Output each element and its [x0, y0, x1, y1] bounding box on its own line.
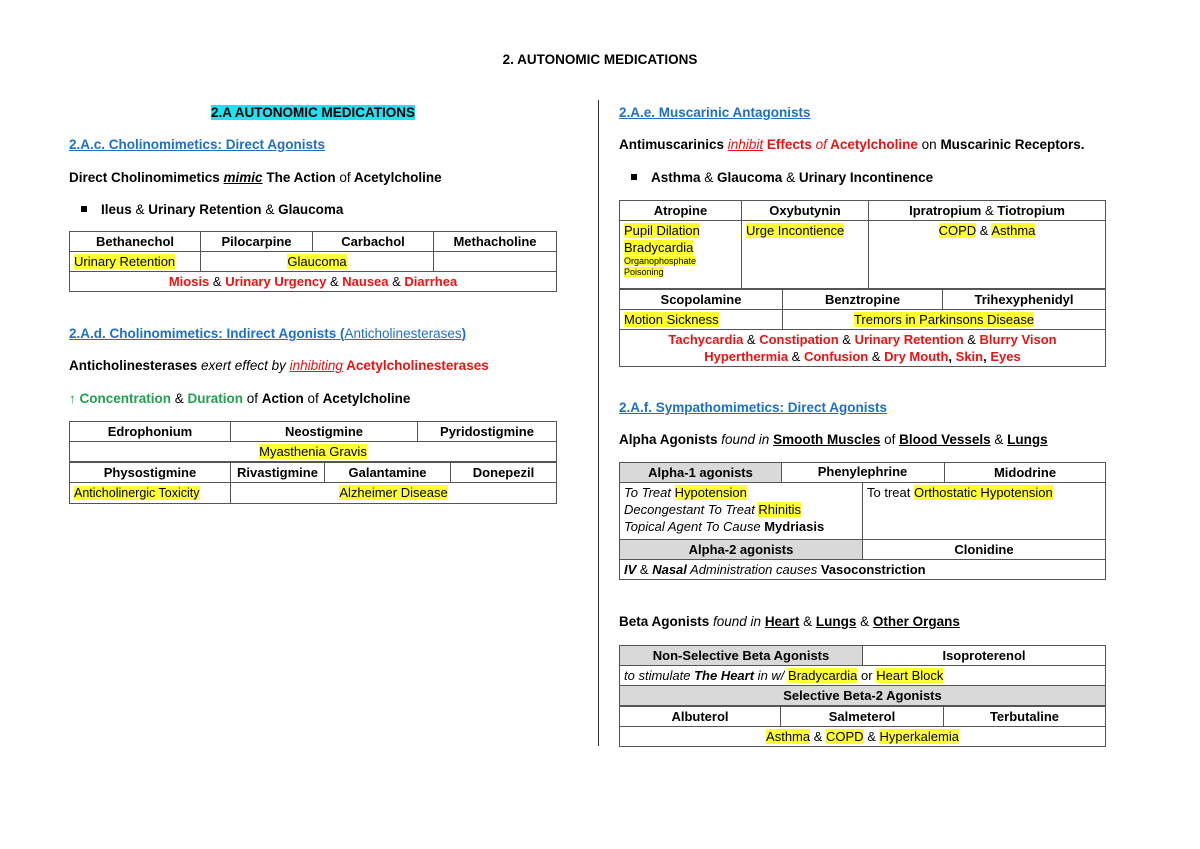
bullet-square-icon	[81, 206, 87, 212]
use-text: Bradycardia	[788, 668, 858, 683]
table-cell	[742, 221, 869, 289]
table-header-cell: Albuterol	[620, 707, 781, 727]
desc-text: Muscarinic Receptors.	[940, 137, 1085, 152]
bullet-text: Asthma	[651, 170, 701, 185]
alpha-text: Blood Vessels	[899, 432, 991, 447]
table-cell	[620, 560, 1106, 580]
table-header-cell: Alpha-1 agonists	[620, 463, 782, 483]
table-header-cell: Selective Beta-2 Agonists	[620, 686, 1106, 706]
side-effect-text: &	[868, 349, 885, 364]
use-text: or	[857, 668, 877, 683]
side-effects-cell	[70, 272, 557, 292]
use-text: The Heart	[694, 668, 755, 683]
header-text: Ipratropium	[909, 203, 982, 218]
side-effect-text: &	[743, 332, 760, 347]
use-text: Urinary Retention	[74, 254, 176, 269]
bullet-text: Glaucoma	[278, 202, 344, 217]
use-text: Asthma	[991, 223, 1036, 238]
conc-text: Concentration	[75, 391, 172, 406]
left-column	[69, 104, 557, 524]
beta-text: &	[856, 614, 873, 629]
muscarinic-title-text: 2.A.e. Muscarinic Antagonists	[619, 105, 811, 120]
indirect-description	[69, 357, 557, 375]
right-column	[619, 104, 1106, 749]
side-effect-text: Miosis	[168, 274, 210, 289]
table-cell	[620, 666, 1106, 686]
bullet-text: &	[131, 202, 149, 217]
table-header-cell: Scopolamine	[620, 290, 783, 310]
beta-agonists-table	[619, 645, 1106, 747]
table-header-cell: Rivastigmine	[231, 463, 325, 483]
table-header-cell: Benztropine	[783, 290, 943, 310]
desc-text: exert effect by	[201, 358, 290, 373]
beta-text: Lungs	[815, 614, 857, 629]
indirect-agonists-title	[69, 325, 557, 343]
header-text: Tiotropium	[997, 203, 1065, 218]
table-header-cell: Carbachol	[313, 232, 434, 252]
desc-text: Direct Cholinomimetics	[69, 170, 224, 185]
side-effect-text: Constipation	[759, 332, 839, 347]
desc-mimic: mimic	[223, 170, 263, 185]
use-text: To Treat	[624, 485, 675, 500]
side-effect-text: ,	[983, 349, 991, 364]
table-header-cell: Isoproterenol	[863, 646, 1106, 666]
table-header-cell: Neostigmine	[231, 422, 418, 442]
alpha-text: Smooth Muscles	[773, 432, 881, 447]
use-text: &	[636, 562, 653, 577]
table-cell	[201, 252, 434, 272]
direct-bullet	[69, 201, 557, 219]
beta-text: found in	[713, 614, 765, 629]
conc-text: of	[243, 391, 262, 406]
table-cell	[434, 252, 557, 272]
table-header-cell: Donepezil	[451, 463, 557, 483]
side-effect-text: Blurry Vison	[979, 332, 1057, 347]
table-header-cell: Trihexyphenidyl	[943, 290, 1106, 310]
desc-text: Acetylcholinesterases	[342, 358, 489, 373]
use-text: IV	[624, 562, 637, 577]
use-text: Motion Sickness	[624, 312, 719, 327]
side-effect-text: Diarrhea	[404, 274, 458, 289]
table-cell	[869, 221, 1106, 289]
side-effects-cell	[620, 330, 1106, 367]
section-heading-text: 2.A AUTONOMIC MEDICATIONS	[210, 105, 415, 120]
table-cell	[863, 483, 1106, 540]
table-cell	[231, 483, 557, 504]
table-header-cell: Pyridostigmine	[418, 422, 557, 442]
side-effect-text: &	[838, 332, 855, 347]
table-header-cell	[869, 201, 1106, 221]
side-effect-text: Confusion	[803, 349, 869, 364]
up-arrow-icon: ↑	[69, 391, 76, 406]
use-text: Poisoning	[624, 267, 664, 277]
indirect-title-text: Anticholinesterases	[344, 326, 462, 341]
desc-inhibiting: inhibiting	[289, 358, 343, 373]
table-header-cell: Methacholine	[434, 232, 557, 252]
use-text: To treat	[867, 485, 914, 500]
use-text: Pupil Dilation	[624, 223, 700, 238]
muscarinic-table	[619, 200, 1106, 367]
use-text: Anticholinergic Toxicity	[74, 486, 200, 500]
conc-text: Action	[261, 391, 304, 406]
desc-text: The Action	[262, 170, 340, 185]
indirect-title-text: )	[461, 326, 467, 341]
desc-text: of	[815, 137, 827, 152]
table-header-cell: Oxybutynin	[742, 201, 869, 221]
use-text: Decongestant To Treat	[624, 502, 759, 517]
page-title: 2. AUTONOMIC MEDICATIONS	[502, 52, 698, 67]
beta-text: Beta Agonists	[619, 614, 714, 629]
table-header-cell: Bethanechol	[70, 232, 201, 252]
use-text: Administration causes	[686, 562, 821, 577]
table-header-cell: Edrophonium	[70, 422, 231, 442]
desc-text: Effects	[763, 137, 816, 152]
desc-text: Antimuscarinics	[619, 137, 728, 152]
table-cell	[70, 252, 201, 272]
phenylephrine-header: Phenylephrine	[817, 464, 908, 479]
alpha-text: &	[990, 432, 1008, 447]
table-cell	[620, 310, 783, 330]
sympathomimetics-title	[619, 399, 1106, 417]
alpha-text: found in	[721, 432, 774, 447]
desc-inhibit: inhibit	[727, 137, 764, 152]
side-effect-text: Urinary Retention	[854, 332, 964, 347]
table-cell	[70, 442, 557, 462]
use-text: Myasthenia Gravis	[259, 444, 367, 459]
alpha-agonists-line	[619, 431, 1106, 449]
alpha-text: of	[880, 432, 900, 447]
desc-text: on	[917, 137, 941, 152]
table-header-cell: Non-Selective Beta Agonists	[620, 646, 863, 666]
bullet-text: &	[700, 170, 718, 185]
bullet-text: Urinary Retention	[148, 202, 262, 217]
desc-text: Acetylcholine	[350, 170, 442, 185]
use-text: &	[810, 729, 827, 744]
conc-text: &	[171, 391, 188, 406]
table-header-cell: Pilocarpine	[201, 232, 313, 252]
alpha-agonists-table-body	[619, 482, 1106, 580]
sympathomimetics-title-text: 2.A.f. Sympathomimetics: Direct Agonists	[619, 400, 888, 415]
direct-agonists-title-text: 2.A.c. Cholinomimetics: Direct Agonists	[69, 137, 326, 152]
alpha-text: Lungs	[1007, 432, 1048, 447]
use-text: in w/	[754, 668, 789, 683]
alpha-text: Alpha Agonists	[619, 432, 722, 447]
direct-description	[69, 169, 557, 187]
concentration-line	[69, 390, 557, 408]
use-text: Topical Agent To Cause	[624, 519, 765, 534]
table-header-cell: Alpha-2 agonists	[620, 540, 863, 560]
table-header-cell: Clonidine	[863, 540, 1106, 560]
muscarinic-description	[619, 136, 1106, 154]
table-header-cell: Salmeterol	[781, 707, 944, 727]
desc-text: of	[339, 170, 351, 185]
bullet-square-icon	[631, 174, 637, 180]
use-text: to stimulate	[624, 668, 695, 683]
use-text: Urge Incontience	[746, 223, 845, 238]
direct-agonists-table	[69, 231, 557, 292]
table-header-cell: Galantamine	[325, 463, 451, 483]
use-text: Nasal	[652, 562, 687, 577]
table-cell	[783, 310, 1106, 330]
side-effect-text: &	[209, 274, 226, 289]
indirect-title-text: 2.A.d. Cholinomimetics: Indirect Agonists (	[69, 326, 345, 341]
bullet-text: Ileus	[101, 202, 132, 217]
use-text: Hypotension	[674, 485, 747, 500]
conc-text: Acetylcholine	[322, 391, 411, 406]
conc-text: Duration	[187, 391, 244, 406]
bullet-text: &	[261, 202, 279, 217]
side-effect-text: Tachycardia	[668, 332, 744, 347]
muscarinic-bullet	[619, 169, 1106, 187]
use-text: Heart Block	[876, 668, 944, 683]
table-cell	[620, 727, 1106, 747]
beta-text: &	[799, 614, 816, 629]
side-effect-text: Skin	[955, 349, 984, 364]
muscarinic-title	[619, 104, 1106, 122]
use-text: COPD	[826, 729, 864, 744]
bullet-text: &	[782, 170, 799, 185]
side-effect-text: Hyperthermia	[704, 349, 789, 364]
desc-text: Anticholinesterases	[69, 358, 202, 373]
desc-text: Acetylcholine	[826, 137, 918, 152]
side-effect-text: &	[788, 349, 804, 364]
use-text: Rhinitis	[758, 502, 802, 517]
bullet-text: Glaucoma	[717, 170, 783, 185]
use-text: &	[976, 223, 992, 238]
use-text: Bradycardia	[624, 240, 694, 255]
header-text: &	[981, 203, 998, 218]
beta-agonists-line	[619, 613, 1106, 631]
table-header-cell: Physostigmine	[70, 463, 231, 483]
side-effect-text: &	[963, 332, 980, 347]
direct-agonists-title	[69, 136, 557, 154]
use-text: Orthostatic Hypotension	[913, 485, 1053, 500]
side-effect-text: Eyes	[990, 349, 1021, 364]
beta-text: Heart	[764, 614, 800, 629]
use-text: Hyperkalemia	[879, 729, 959, 744]
table-cell	[620, 221, 742, 289]
side-effect-text: Urinary Urgency	[225, 274, 327, 289]
table-cell	[620, 483, 863, 540]
side-effect-text: Dry Mouth	[884, 349, 949, 364]
use-text: Vasoconstriction	[820, 562, 926, 577]
side-effect-text: Nausea	[342, 274, 389, 289]
use-text: Tremors in Parkinsons Disease	[853, 312, 1035, 327]
use-text: Asthma	[766, 729, 811, 744]
column-divider	[598, 100, 599, 746]
conc-text: of	[303, 391, 323, 406]
section-heading	[69, 104, 557, 122]
use-text: &	[863, 729, 880, 744]
beta-text: Other Organs	[872, 614, 960, 629]
use-text: Organophosphate	[624, 256, 697, 266]
side-effect-text: ,	[948, 349, 956, 364]
use-text: COPD	[938, 223, 977, 238]
table-header-cell: Atropine	[620, 201, 742, 221]
side-effect-text: &	[326, 274, 343, 289]
table-cell	[70, 483, 231, 504]
table-header-cell: Midodrine	[945, 463, 1106, 483]
indirect-agonists-table	[69, 421, 557, 504]
table-header-cell: Terbutaline	[944, 707, 1106, 727]
use-text: Glaucoma	[287, 254, 347, 269]
use-text: Alzheimer Disease	[339, 485, 448, 500]
bullet-text: Urinary Incontinence	[798, 170, 934, 185]
side-effect-text: &	[388, 274, 405, 289]
use-text: Mydriasis	[764, 519, 825, 534]
